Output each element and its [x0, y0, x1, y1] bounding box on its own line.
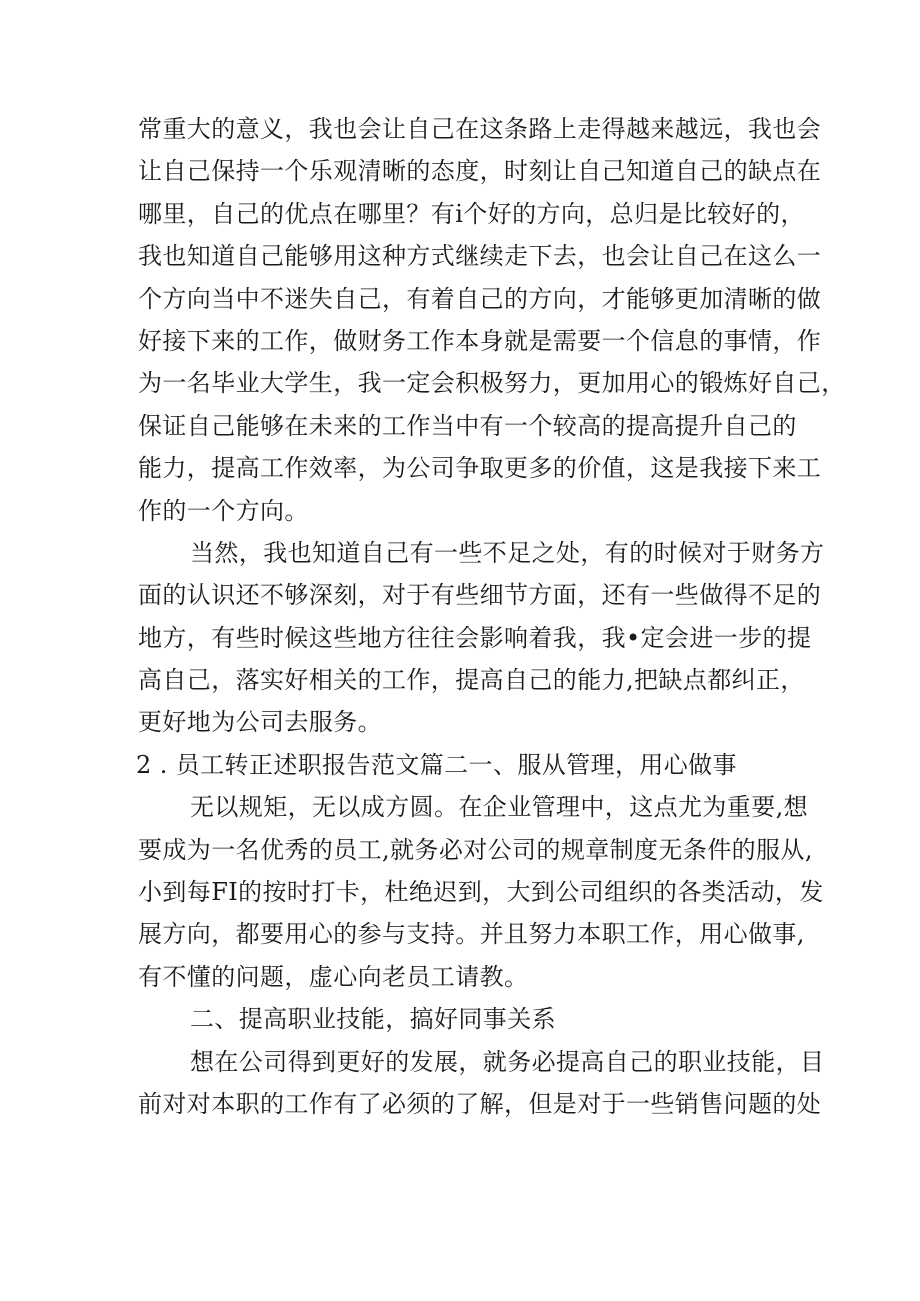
text-line: 常重大的意义，我也会让自己在这条路上走得越来越远，我也会 [138, 115, 822, 143]
section-heading: 2 . 员工转正述职报告范文篇二一、服从管理，用心做事 [136, 750, 737, 779]
text-line: 当然，我也知道自己有一些不足之处，有的时候对于财务方 [190, 538, 825, 567]
text-line: 想在公司得到更好的发展，就务必提高自己的职业技能，目 [190, 1047, 825, 1076]
text-line: 高自己，落实好相关的工作，提高自己的能力,把缺点都纠正， [138, 666, 805, 695]
text-line: 保证自己能够在未来的工作当中有一个较高的提高提升自己的 [138, 411, 797, 440]
text-line: 要成为一名优秀的员工,就务必对公司的规章制度无条件的服从, [138, 835, 813, 864]
text-line: 好接下来的工作，做财务工作本身就是需要一个信息的事情，作 [138, 326, 822, 355]
text-line: 为一名毕业大学生，我一定会积极努力，更加用心的锻炼好自己， [138, 369, 846, 398]
text-line: 更好地为公司去服务。 [138, 708, 382, 737]
text-line: 让自己保持一个乐观清晰的态度，时刻让自己知道自己的缺点在 [138, 157, 822, 186]
text-line: 二、提高职业技能，搞好同事关系 [190, 1005, 556, 1034]
text-line: 前对对本职的工作有了必须的了解，但是对于一些销售问题的处 [138, 1089, 822, 1118]
text-line: 哪里，自己的优点在哪里？有i个好的方向，总归是比较好的， [138, 199, 805, 228]
text-line: 个方向当中不迷失自己，有着自己的方向，才能够更加清晰的做 [138, 284, 822, 313]
text-line: 地方，有些时候这些地方往往会影响着我，我•定会进一步的提 [138, 623, 812, 652]
text-line: 有不懂的问题，虚心向老员工请教。 [138, 962, 529, 991]
text-line: 无以规矩，无以成方圆。在企业管理中，这点尤为重要,想 [190, 793, 809, 822]
document-body [136, 108, 846, 1125]
text-line: 能力，提高工作效率，为公司争取更多的价值，这是我接下来工 [138, 454, 822, 483]
text-line: 小到每FI的按时打卡，杜绝迟到，大到公司组织的各类活动，发 [138, 878, 824, 907]
text-line: 作的一个方向。 [138, 496, 309, 525]
text-line: 展方向，都要用心的参与支持。并且努力本职工作，用心做事, [138, 920, 805, 949]
text-line: 面的认识还不够深刻，对于有些细节方面，还有一些做得不足的 [138, 581, 822, 610]
text-line: 我也知道自己能够用这种方式继续走下去，也会让自己在这么一 [138, 242, 822, 271]
